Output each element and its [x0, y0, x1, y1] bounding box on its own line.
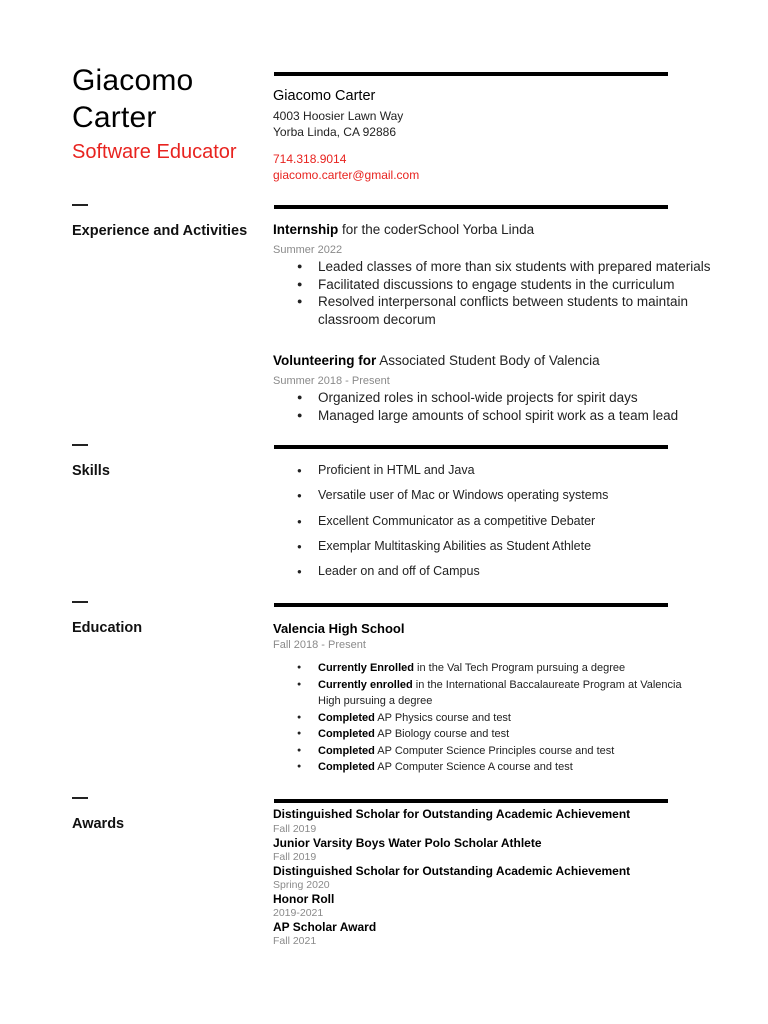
list-item: ● Exemplar Multitasking Abilities as Student Athlete	[273, 534, 693, 559]
section-rule	[274, 445, 668, 449]
section-dash	[72, 444, 88, 446]
section-rule	[274, 603, 668, 607]
first-name: Giacomo	[72, 64, 194, 97]
list-item: ● Leader on and off of Campus	[273, 559, 693, 584]
skills-list	[273, 458, 693, 584]
award-date: Spring 2020	[273, 879, 330, 891]
award-title: Distinguished Scholar for Outstanding Academic Achievement	[273, 864, 631, 878]
experience-role-line	[273, 221, 534, 238]
section-title-awards: Awards	[72, 816, 125, 832]
award-date: Fall 2019	[273, 851, 317, 863]
award-date: Fall 2021	[273, 935, 317, 947]
email-address[interactable]: giacomo.carter@gmail.com	[273, 168, 420, 182]
award-date: Fall 2019	[273, 823, 317, 835]
job-title: Software Educator	[72, 141, 237, 163]
contact-name: Giacomo Carter	[273, 88, 376, 104]
section-rule	[274, 205, 668, 209]
award-date: 2019-2021	[273, 907, 324, 919]
experience-bullet-list	[273, 258, 713, 328]
experience-organization: Associated Student Body of Valencia	[376, 353, 600, 368]
section-dash	[72, 601, 88, 603]
experience-organization: for the coderSchool Yorba Linda	[338, 222, 535, 237]
list-item: ● Completed AP Computer Science A course and test	[273, 759, 693, 776]
award-title: Junior Varsity Boys Water Polo Scholar Athlete	[273, 836, 542, 850]
award-title: Honor Roll	[273, 892, 335, 906]
list-item: ● Currently enrolled in the International Baccalaureate Program at Valencia High pursuing a degree	[273, 677, 693, 710]
address-line-2: Yorba Linda, CA 92886	[273, 125, 396, 139]
experience-role: Internship	[273, 222, 339, 237]
section-rule	[274, 799, 668, 803]
experience-bullet-list	[273, 389, 713, 424]
list-item: ● Leaded classes of more than six students with prepared materials	[273, 258, 713, 276]
experience-role: Volunteering for	[273, 353, 377, 368]
list-item: ● Completed AP Physics course and test	[273, 710, 693, 727]
experience-role-line	[273, 352, 600, 369]
experience-date: Summer 2018 - Present	[273, 375, 390, 387]
education-date: Fall 2018 - Present	[273, 639, 366, 651]
school-name: Valencia High School	[273, 621, 405, 636]
list-item: ● Resolved interpersonal conflicts between students to maintain classroom decorum	[273, 293, 713, 328]
list-item: ● Organized roles in school-wide projects for spirit days	[273, 389, 713, 407]
section-dash	[72, 204, 88, 206]
phone-number[interactable]: 714.318.9014	[273, 152, 347, 166]
list-item: ● Proficient in HTML and Java	[273, 458, 693, 483]
list-item: ● Excellent Communicator as a competitive Debater	[273, 509, 693, 534]
list-item: ● Versatile user of Mac or Windows operating systems	[273, 483, 693, 508]
section-title-education: Education	[72, 620, 143, 636]
experience-date: Summer 2022	[273, 244, 343, 256]
section-title-experience: Experience and Activities	[72, 223, 248, 239]
last-name: Carter	[72, 101, 157, 134]
list-item: ● Completed AP Computer Science Principles course and test	[273, 743, 693, 760]
section-title-skills: Skills	[72, 463, 110, 479]
education-bullet-list	[273, 660, 693, 776]
award-title: AP Scholar Award	[273, 920, 377, 934]
address-line-1: 4003 Hoosier Lawn Way	[273, 109, 404, 123]
section-dash	[72, 797, 88, 799]
list-item: ● Currently Enrolled in the Val Tech Program pursuing a degree	[273, 660, 693, 677]
list-item: ● Managed large amounts of school spirit work as a team lead	[273, 407, 713, 425]
list-item: ● Facilitated discussions to engage students in the curriculum	[273, 276, 713, 294]
award-title: Distinguished Scholar for Outstanding Academic Achievement	[273, 807, 631, 821]
section-rule	[274, 72, 668, 76]
list-item: ● Completed AP Biology course and test	[273, 726, 693, 743]
